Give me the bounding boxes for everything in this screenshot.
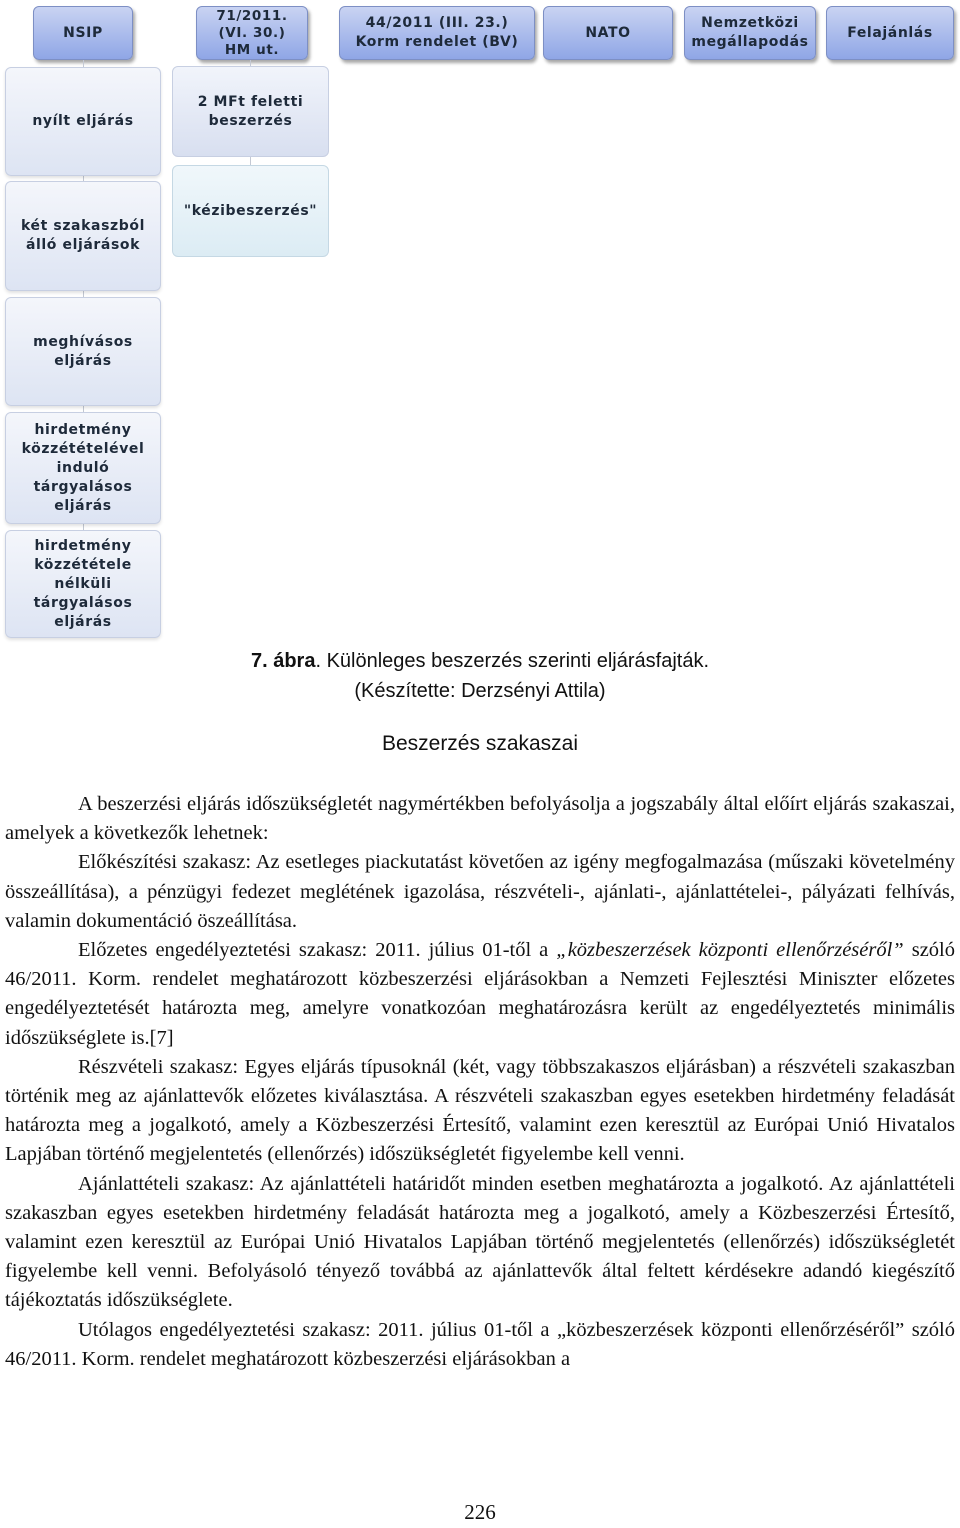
- box-nyilt-eljaras: nyílt eljárás: [5, 67, 161, 176]
- page-number: 226: [464, 1500, 496, 1524]
- header-nsip: NSIP: [33, 6, 133, 60]
- box-2mft-feletti: 2 MFt feletti beszerzés: [172, 66, 329, 157]
- body-text: [5, 790, 955, 1374]
- header-korm-rendelet: 44/2011 (III. 23.) Korm rendelet (BV): [339, 6, 535, 60]
- paragraph: Előkészítési szakasz: Az esetleges piackutatást követően az igény megfogalmazása (műszaki követelmény összeállítása), a pénzügyi fedezet meglétének igazolása, részvételi-, ajánlati-, ajánlattételei-, pályázati felhívás, valamin dokumentáció öszeállítása.: [5, 851, 955, 932]
- box-ket-szakaszbol: két szakaszból álló eljárások: [5, 181, 161, 291]
- header-hm-ut: 71/2011. (VI. 30.) HM ut.: [196, 6, 308, 60]
- paragraph-text: szóló 46/2011. Korm. rendelet meghatározott közbeszerzési eljárásokban a Nemzeti Fejlesztési Miniszter előzetes engedélyeztetését határozta meg, amelyre vonatkozóan meghatározásra került az engedélyeztetés minimális időszükséglete is.[7]: [5, 939, 955, 1049]
- figure-caption: [0, 646, 960, 706]
- header-nato: NATO: [543, 6, 673, 60]
- connector-line: [250, 157, 251, 165]
- figure-author: (Készítette: Derzsényi Attila): [354, 680, 606, 702]
- box-hirdetmeny-nelkuli: hirdetmény közzététele nélküli tárgyalásos eljárás: [5, 530, 161, 638]
- paragraph: Részvételi szakasz: Egyes eljárás típusoknál (két, vagy többszakaszos eljárásban) a részvételi szakaszban történik meg az ajánlattevők előzetes kiválasztása. A részvételi szakaszban egyes esetekben hirdetmény feladását határozta meg a jogalkotó, amely a Közbeszerzési Értesítő, valamint ezen keresztül az Európai Unió Hivatalos Lapjában történő megjelentetés (ellenőrzés) időszükségletét figyelembe kell venni.: [5, 1055, 955, 1166]
- paragraph-text: Előzetes engedélyeztetési szakasz: 2011. július 01-től a: [78, 939, 557, 962]
- box-meghivasos: meghívásos eljárás: [5, 297, 161, 406]
- section-title: Beszerzés szakaszai: [381, 732, 579, 755]
- paragraph: Ajánlattételi szakasz: Az ajánlattételi határidőt minden esetben meghatározta a jogalkotó. Az ajánlattételi szakaszban egyes esetekben hirdetmény feladását határozta meg a jogalkotó, amely a Közbeszerzési Értesítő, valamint ezen keresztül az Európai Unió Hivatalos Lapjában történő megjelentetés (ellenőrzés) időszükségletét figyelembe kell venni. Befolyásoló tényező továbbá az ajánlattevők által feltett kérdésekre adandó kiegészítő tájékoztatás időszükséglete.: [5, 1172, 955, 1312]
- figure-label: 7. ábra: [250, 650, 316, 672]
- figure-caption-text: . Különleges beszerzés szerinti eljárásfajták.: [315, 650, 709, 672]
- paragraph: Utólagos engedélyeztetési szakasz: 2011. július 01-től a „közbeszerzések központi ellenőrzéséről” szóló 46/2011. Korm. rendelet meghatározott közbeszerzési eljárásokban a: [5, 1318, 955, 1370]
- law-title: „közbeszerzések központi ellenőrzéséről”: [556, 939, 904, 962]
- box-hirdetmeny-kozzetetelevel: hirdetmény közzétételével induló tárgyalásos eljárás: [5, 412, 161, 524]
- paragraph: A beszerzési eljárás időszükségletét nagymértékben befolyásolja a jogszabály által előírt eljárás szakaszai, amelyek a következők lehetnek:: [5, 793, 955, 845]
- box-kezibeszerzes: "kézibeszerzés": [172, 165, 329, 257]
- header-felajanlas: Felajánlás: [826, 6, 954, 60]
- paragraph: [5, 936, 955, 1053]
- header-nemzetkozi: Nemzetközi megállapodás: [684, 6, 816, 60]
